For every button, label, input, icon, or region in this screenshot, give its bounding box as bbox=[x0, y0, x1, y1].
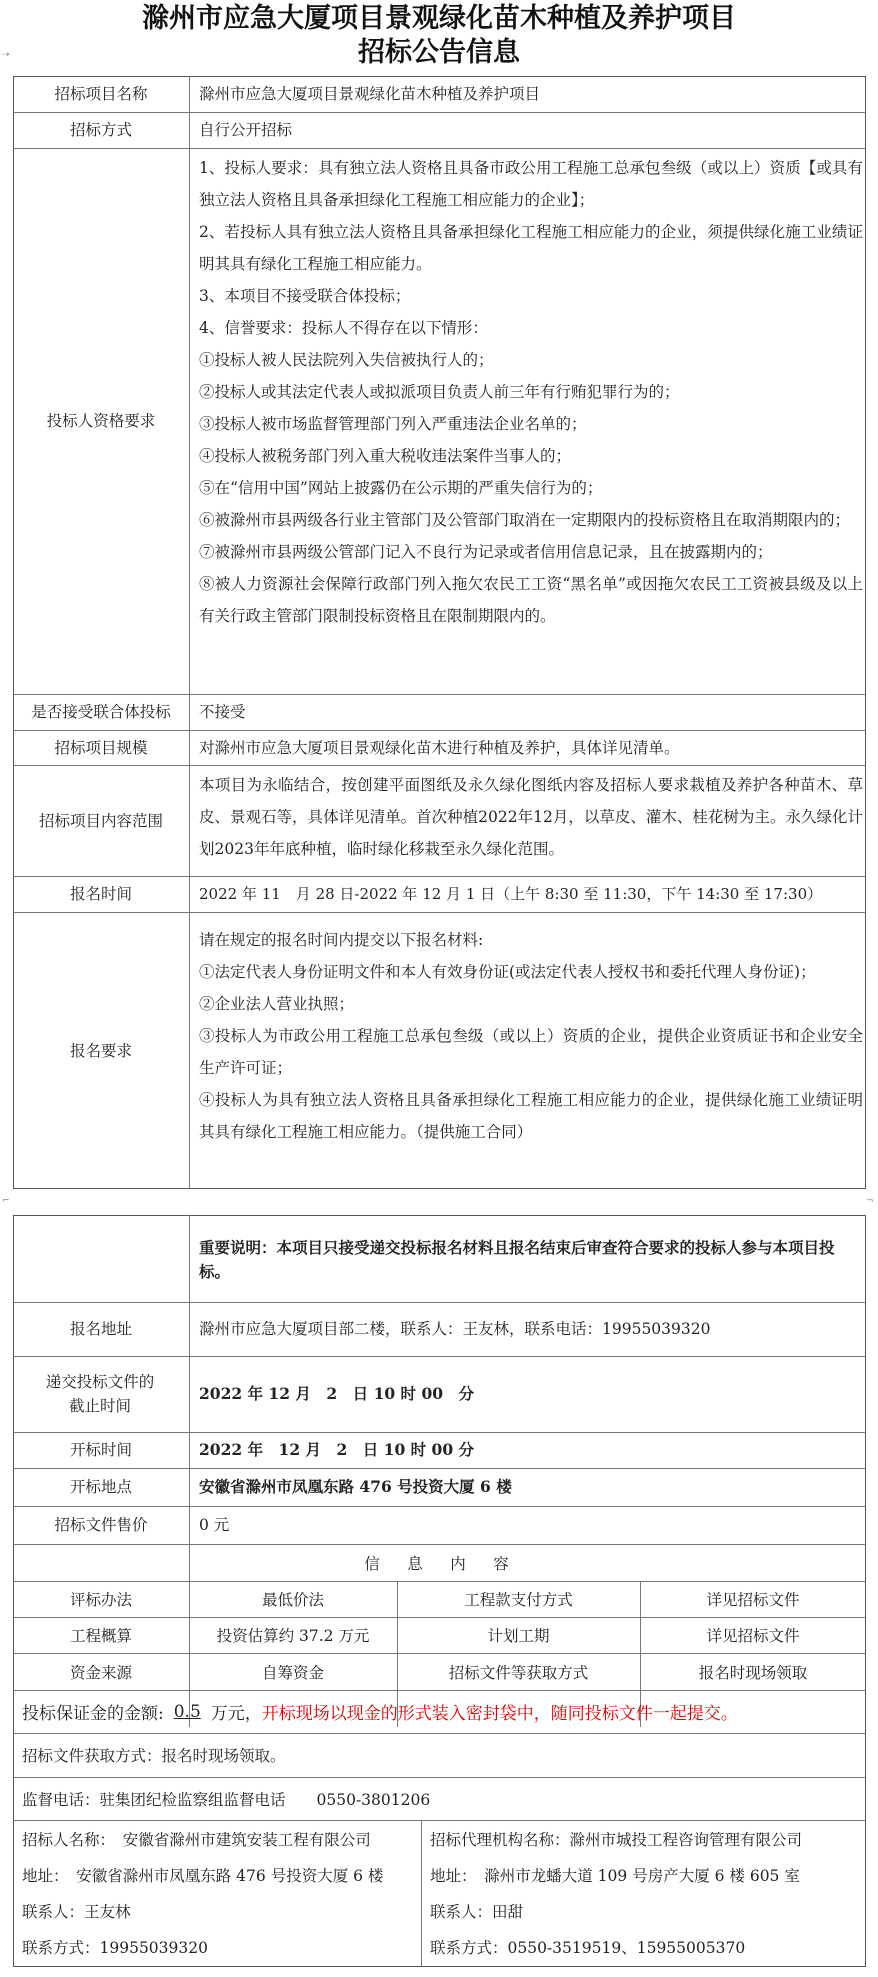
info-cell: 自筹资金 bbox=[261, 1663, 324, 1682]
cursor-mark-icon: ⇢ bbox=[2, 50, 10, 60]
scope-label: 招标项目内容范围 bbox=[38, 811, 163, 830]
qualification-line: ③投标人被市场监督管理部门列入严重违法企业名单的； bbox=[199, 415, 587, 433]
tenderee-phone: 联系方式：19955039320 bbox=[22, 1939, 208, 1957]
qualification-label: 投标人资格要求 bbox=[46, 412, 156, 430]
qualification-line: ②投标人或其法定代表人或拟派项目负责人前三年有行贿犯罪行为的； bbox=[199, 383, 680, 401]
info-cell: 工程概算 bbox=[69, 1627, 132, 1645]
agency-address: 地址： 滁州市龙蟠大道 109 号房产大厦 6 楼 605 室 bbox=[430, 1867, 800, 1885]
method-value: 自行公开招标 bbox=[199, 121, 293, 139]
method-label: 招标方式 bbox=[69, 121, 132, 139]
reg-req-text bbox=[199, 924, 863, 1148]
scale-label: 招标项目规模 bbox=[54, 738, 148, 757]
tenderee-contact: 联系人：王友林 bbox=[22, 1903, 131, 1921]
tenderee-address: 地址： 安徽省滁州市凤凰东路 476 号投资大厦 6 楼 bbox=[22, 1867, 384, 1885]
info-cell: 投资估算约 37.2 万元 bbox=[216, 1627, 370, 1645]
reg-req-line: ④投标人为具有独立法人资格且具备承担绿化工程施工相应能力的企业，提供绿化施工业绩证明其具有绿化工程施工相应能力。（提供施工合同） bbox=[199, 1091, 863, 1141]
address-label: 报名地址 bbox=[69, 1320, 132, 1338]
qualification-line: ⑧被人力资源社会保障行政部门列入拖欠农民工工资“黑名单”或因拖欠农民工工资被县级及以上有关行政主管部门限制投标资格且在限制期限内的。 bbox=[199, 575, 863, 625]
deposit-unit: 万元， bbox=[210, 1704, 262, 1724]
info-header: 信 息 内 容 bbox=[364, 1554, 515, 1573]
deadline-label: 递交投标文件的截止时间 bbox=[45, 1373, 155, 1415]
qualification-line: 1、投标人要求：具有独立法人资格且具备市政公用工程施工总承包叁级（或以上）资质【或具有独立法人资格且具备承担绿化工程施工相应能力的企业】； bbox=[199, 159, 863, 209]
qualification-line: ④投标人被税务部门列入重大税收违法案件当事人的； bbox=[199, 447, 572, 465]
reg-req-line: ②企业法人营业执照； bbox=[199, 995, 355, 1013]
page-subtitle: 招标公告信息 bbox=[358, 37, 520, 68]
info-cell: 最低价法 bbox=[261, 1591, 324, 1609]
reg-time-value: 2022 年 11 月 28 日-2022 年 12 月 1 日（上午 8:30 至 11:30，下午 14:30 至 17:30） bbox=[199, 885, 823, 903]
project-name-value: 滁州市应急大厦项目景观绿化苗木种植及养护项目 bbox=[199, 85, 541, 103]
doc-price-value: 0 元 bbox=[199, 1516, 230, 1534]
deposit-note: 开标现场以现金的形式装入密封袋中，随同投标文件一起提交。 bbox=[261, 1704, 738, 1724]
qualification-line: ⑤在“信用中国”网站上披露仍在公示期的严重失信行为的； bbox=[199, 479, 603, 497]
reg-req-label: 报名要求 bbox=[69, 1041, 132, 1060]
qualification-line: ⑥被滁州市县两级各行业主管部门及公管部门取消在一定期限内的投标资格且在取消期限内的； bbox=[199, 511, 851, 529]
reg-req-line: 请在规定的报名时间内提交以下报名材料: bbox=[199, 931, 484, 949]
open-time-value: 2022 年 12 月 2 日 10 时 00 分 bbox=[199, 1440, 475, 1459]
deposit-amount: 0.5 bbox=[173, 1701, 201, 1722]
doc-obtain-line: 招标文件获取方式：报名时现场领取。 bbox=[22, 1747, 286, 1765]
qualification-line: ①投标人被人民法院列入失信被执行人的； bbox=[199, 351, 494, 369]
supervise-line: 监督电话：驻集团纪检监察组监督电话 0550-3801206 bbox=[22, 1790, 431, 1809]
scope-value: 本项目为永临结合，按创建平面图纸及永久绿化图纸内容及招标人要求栽植及养护各种苗木、草皮、景观石等，具体详见清单。首次种植2022年12月，以草皮、灌木、桂花树为主。永久绿化计划2023年年底种植，临时绿化移栽至永久绿化范围。 bbox=[199, 776, 863, 858]
reg-req-line: ①法定代表人身份证明文件和本人有效身份证(或法定代表人授权书和委托代理人身份证)； bbox=[199, 963, 816, 981]
qualification-line: ⑦被滁州市县两级公管部门记入不良行为记录或者信用信息记录，且在披露期内的； bbox=[199, 543, 773, 561]
consortium-label: 是否接受联合体投标 bbox=[31, 703, 171, 721]
info-cell: 评标办法 bbox=[69, 1591, 132, 1609]
tenderee-block bbox=[22, 1822, 420, 1966]
info-cell: 报名时现场领取 bbox=[698, 1663, 808, 1682]
info-cell: 详见招标文件 bbox=[706, 1591, 800, 1609]
page-break-mark-icon: ⌐ bbox=[2, 1196, 10, 1206]
doc-price-label: 招标文件售价 bbox=[54, 1516, 148, 1534]
reg-req-line: ③投标人为市政公用工程施工总承包叁级（或以上）资质的企业，提供企业资质证书和企业安全生产许可证； bbox=[199, 1027, 863, 1077]
important-notice: 重要说明：本项目只接受递交投标报名材料且报名结束后审查符合要求的投标人参与本项目投标。 bbox=[199, 1237, 835, 1281]
tenderee-name: 招标人名称： 安徽省滁州市建筑安装工程有限公司 bbox=[22, 1831, 371, 1849]
info-cell: 计划工期 bbox=[487, 1627, 550, 1645]
agency-block bbox=[430, 1822, 866, 1966]
deposit-prefix: 投标保证金的金额: bbox=[22, 1704, 164, 1724]
info-cell: 招标文件等获取方式 bbox=[448, 1663, 589, 1682]
reg-time-label: 报名时间 bbox=[69, 885, 132, 903]
info-cell: 工程款支付方式 bbox=[464, 1591, 573, 1609]
consortium-value: 不接受 bbox=[199, 703, 246, 721]
open-place-value: 安徽省滁州市凤凰东路 476 号投资大厦 6 楼 bbox=[199, 1477, 512, 1496]
qualification-line: 2、若投标人具有独立法人资格且具备承担绿化工程施工相应能力的企业，须提供绿化施工业绩证明其具有绿化工程施工相应能力。 bbox=[199, 223, 863, 273]
page-break-mark-icon: ¬ bbox=[866, 1196, 874, 1206]
scale-value: 对滁州市应急大厦项目景观绿化苗木进行种植及养护，具体详见清单。 bbox=[199, 738, 680, 757]
open-place-label: 开标地点 bbox=[69, 1478, 132, 1496]
qualification-line: 4、信誉要求：投标人不得存在以下情形： bbox=[199, 319, 488, 337]
project-name-label: 招标项目名称 bbox=[54, 85, 148, 103]
info-cell: 详见招标文件 bbox=[706, 1627, 800, 1645]
deposit-line bbox=[22, 1690, 738, 1733]
deadline-value: 2022 年 12 月 2 日 10 时 00 分 bbox=[199, 1384, 475, 1403]
qualification-text bbox=[199, 152, 863, 632]
address-value: 滁州市应急大厦项目部二楼，联系人：王友林，联系电话：19955039320 bbox=[199, 1320, 711, 1338]
open-time-label: 开标时间 bbox=[69, 1441, 132, 1459]
agency-name: 招标代理机构名称：滁州市城投工程咨询管理有限公司 bbox=[430, 1831, 803, 1849]
page-title: 滁州市应急大厦项目景观绿化苗木种植及养护项目 bbox=[142, 3, 736, 34]
agency-contact: 联系人：田甜 bbox=[430, 1903, 524, 1921]
info-cell: 资金来源 bbox=[69, 1663, 132, 1682]
qualification-line: 3、本项目不接受联合体投标； bbox=[199, 287, 411, 305]
agency-phone: 联系方式：0550-3519519、15955005370 bbox=[430, 1939, 746, 1957]
